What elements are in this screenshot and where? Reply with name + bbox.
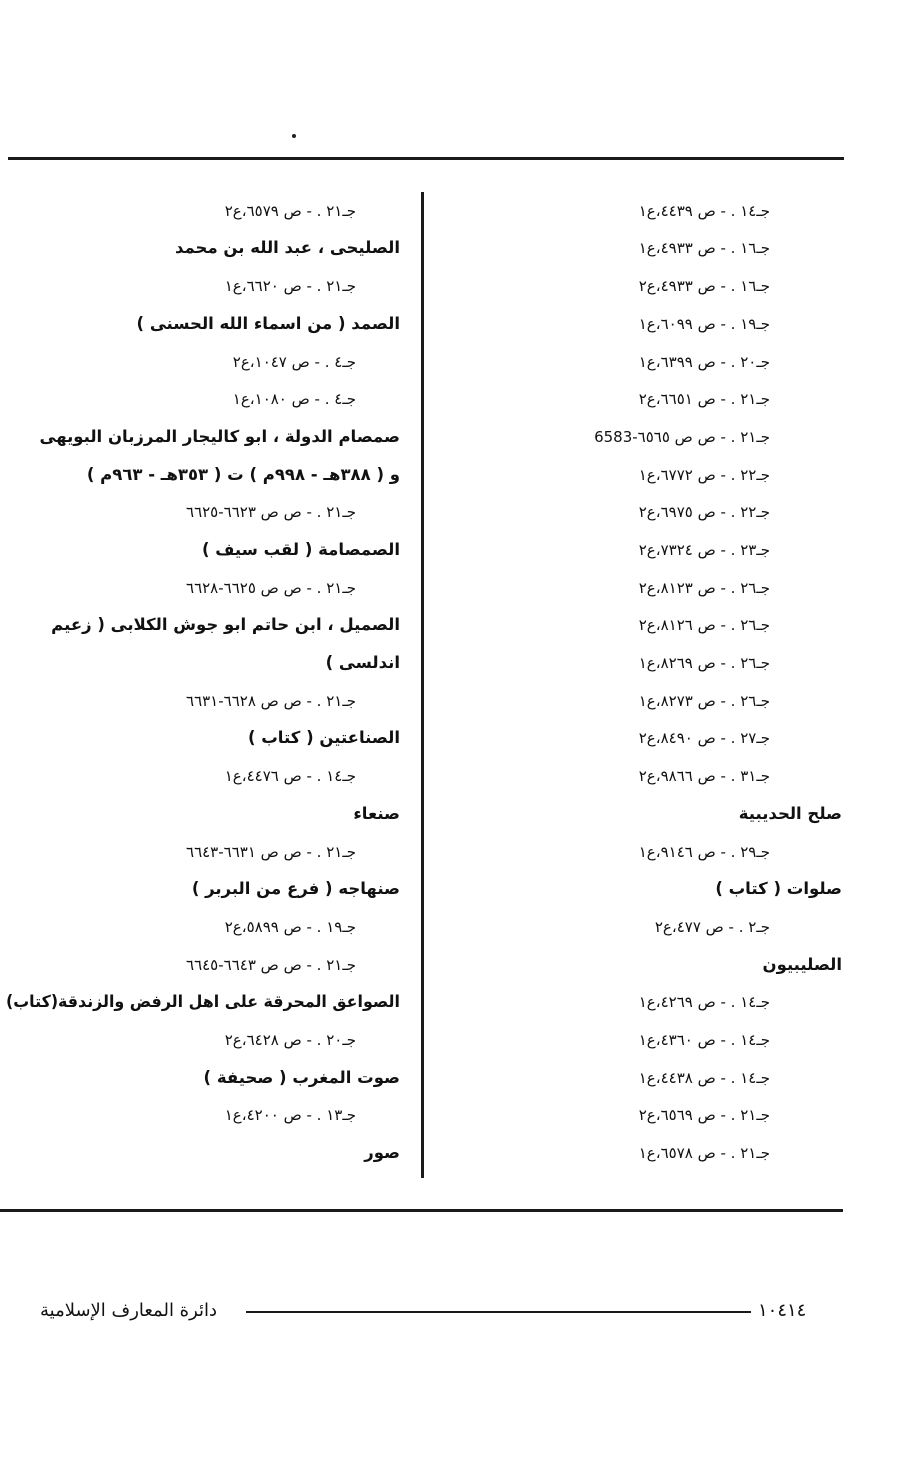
entry-line: جـ١٩ . - ص ٥٨٩٩،ع٢ [224,918,356,936]
entry-line: جـ١٤ . - ص ٤٤٣٨،ع١ [638,1069,770,1087]
entry-line: جـ٢١ . - ص ص ٦٦٢٣-٦٦٢٥ [186,503,356,521]
entry-line: جـ٢١ . - ص ٦٥٦٩،ع٢ [638,1106,770,1124]
entry-line: صنعاء [353,804,400,823]
entry-line: جـ٢٠ . - ص ٦٣٩٩،ع١ [638,353,770,371]
entry-line: جـ٢٦ . - ص ٨٢٦٩،ع١ [638,654,770,672]
entry-line: صوت المغرب ( صحيفة ) [203,1068,400,1087]
entry-line: و ( ٣٨٨هـ - ٩٩٨م ) ت ( ٣٥٣هـ - ٩٦٣م ) [86,465,400,484]
right-column [440,196,842,1176]
entry-line: الصناعتين ( كتاب ) [247,728,400,747]
entry-line: جـ١٣ . - ص ٤٢٠٠،ع١ [224,1106,356,1124]
top-rule [8,157,844,160]
entry-line: جـ١٤ . - ص ٤٢٦٩،ع١ [638,993,770,1011]
entry-line: جـ٢٦ . - ص ٨١٢٦،ع٢ [638,616,770,634]
entry-line: جـ١٤ . - ص ٤٤٣٩،ع١ [638,202,770,220]
entry-line: جـ٢١ . - ص ص ٦٦٢٨-٦٦٣١ [186,692,356,710]
entry-line: اندلسى ) [325,653,400,672]
entry-line: الصواعق المحرقة على اهل الرفض والزندقة(كتاب) [6,992,400,1011]
entry-line: جـ١٤ . - ص ٤٤٧٦،ع١ [224,767,356,785]
entry-line: صور [364,1143,400,1162]
entry-line: الصميل ، ابن حاتم ابو جوش الكلابى ( زعيم [51,615,400,634]
entry-line: جـ٤ . - ص ١٠٤٧،ع٢ [232,353,356,371]
entry-line: جـ٢١ . - ص ٦٥٧٩،ع٢ [224,202,356,220]
entry-line: جـ٢٩ . - ص ٩١٤٦،ع١ [638,843,770,861]
entry-line: صمصام الدولة ، ابو كاليجار المرزبان البويهى [39,427,400,446]
entry-line: صلح الحديبية [738,804,842,823]
entry-line: جـ٣١ . - ص ٩٨٦٦،ع٢ [638,767,770,785]
entry-line: جـ٢٣ . - ص ٧٣٢٤،ع٢ [638,541,770,559]
entry-line: جـ٢٧ . - ص ٨٤٩٠،ع٢ [638,729,770,747]
entry-line: صلوات ( كتاب ) [715,879,842,898]
entry-line: جـ١٤ . - ص ٤٣٦٠،ع١ [638,1031,770,1049]
entry-line: الصمد ( من اسماء الله الحسنى ) [136,314,400,333]
entry-line: جـ٢٢ . - ص ٦٧٧٢،ع١ [638,466,770,484]
scan-speck [292,134,296,138]
entry-line: جـ٢٦ . - ص ٨١٢٣،ع٢ [638,579,770,597]
entry-line: جـ٢١ . - ص ص ٦٦٢٥-٦٦٢٨ [186,579,356,597]
entry-line: جـ٢ . - ص ٤٧٧،ع٢ [654,918,770,936]
entry-line: جـ٢٦ . - ص ٨٢٧٣،ع١ [638,692,770,710]
entry-line: جـ٢١ . - ص ٦٦٢٠،ع١ [224,277,356,295]
entry-line: جـ٢٠ . - ص ٦٤٢٨،ع٢ [224,1031,356,1049]
entry-line: جـ١٦ . - ص ٤٩٣٣،ع١ [638,239,770,257]
entry-line: جـ٢١ . - ص ص ٦٦٣١-٦٦٤٣ [186,843,356,861]
left-column [6,196,400,1176]
entry-line: جـ٢٢ . - ص ٦٩٧٥،ع٢ [638,503,770,521]
entry-line: جـ٤ . - ص ١٠٨٠،ع١ [232,390,356,408]
entry-line: جـ٢١ . - ص ص ٦٦٤٣-٦٦٤٥ [186,956,356,974]
footer-rule [246,1311,751,1313]
entry-line: جـ٢١ . - ص ٦٦٥١،ع٢ [638,390,770,408]
publication-title: دائرة المعارف الإسلامية [40,1300,218,1321]
entry-line: صنهاجه ( فرع من البربر ) [191,879,400,898]
entry-line: الصمصامة ( لقب سيف ) [201,540,400,559]
bottom-rule [0,1209,843,1212]
entry-line: جـ١٩ . - ص ٦٠٩٩،ع١ [638,315,770,333]
page-number: ١٠٤١٤ [758,1300,807,1321]
entry-line: الصليحى ، عبد الله بن محمد [174,238,400,257]
entry-line: جـ٢١ . - ص ص ٦٥٦٥-6583 [594,428,770,446]
column-divider [421,192,424,1178]
entry-line: جـ١٦ . - ص ٤٩٣٣،ع٢ [638,277,770,295]
entry-line: جـ٢١ . - ص ٦٥٧٨،ع١ [638,1144,770,1162]
entry-line: الصليبيون [762,955,842,974]
